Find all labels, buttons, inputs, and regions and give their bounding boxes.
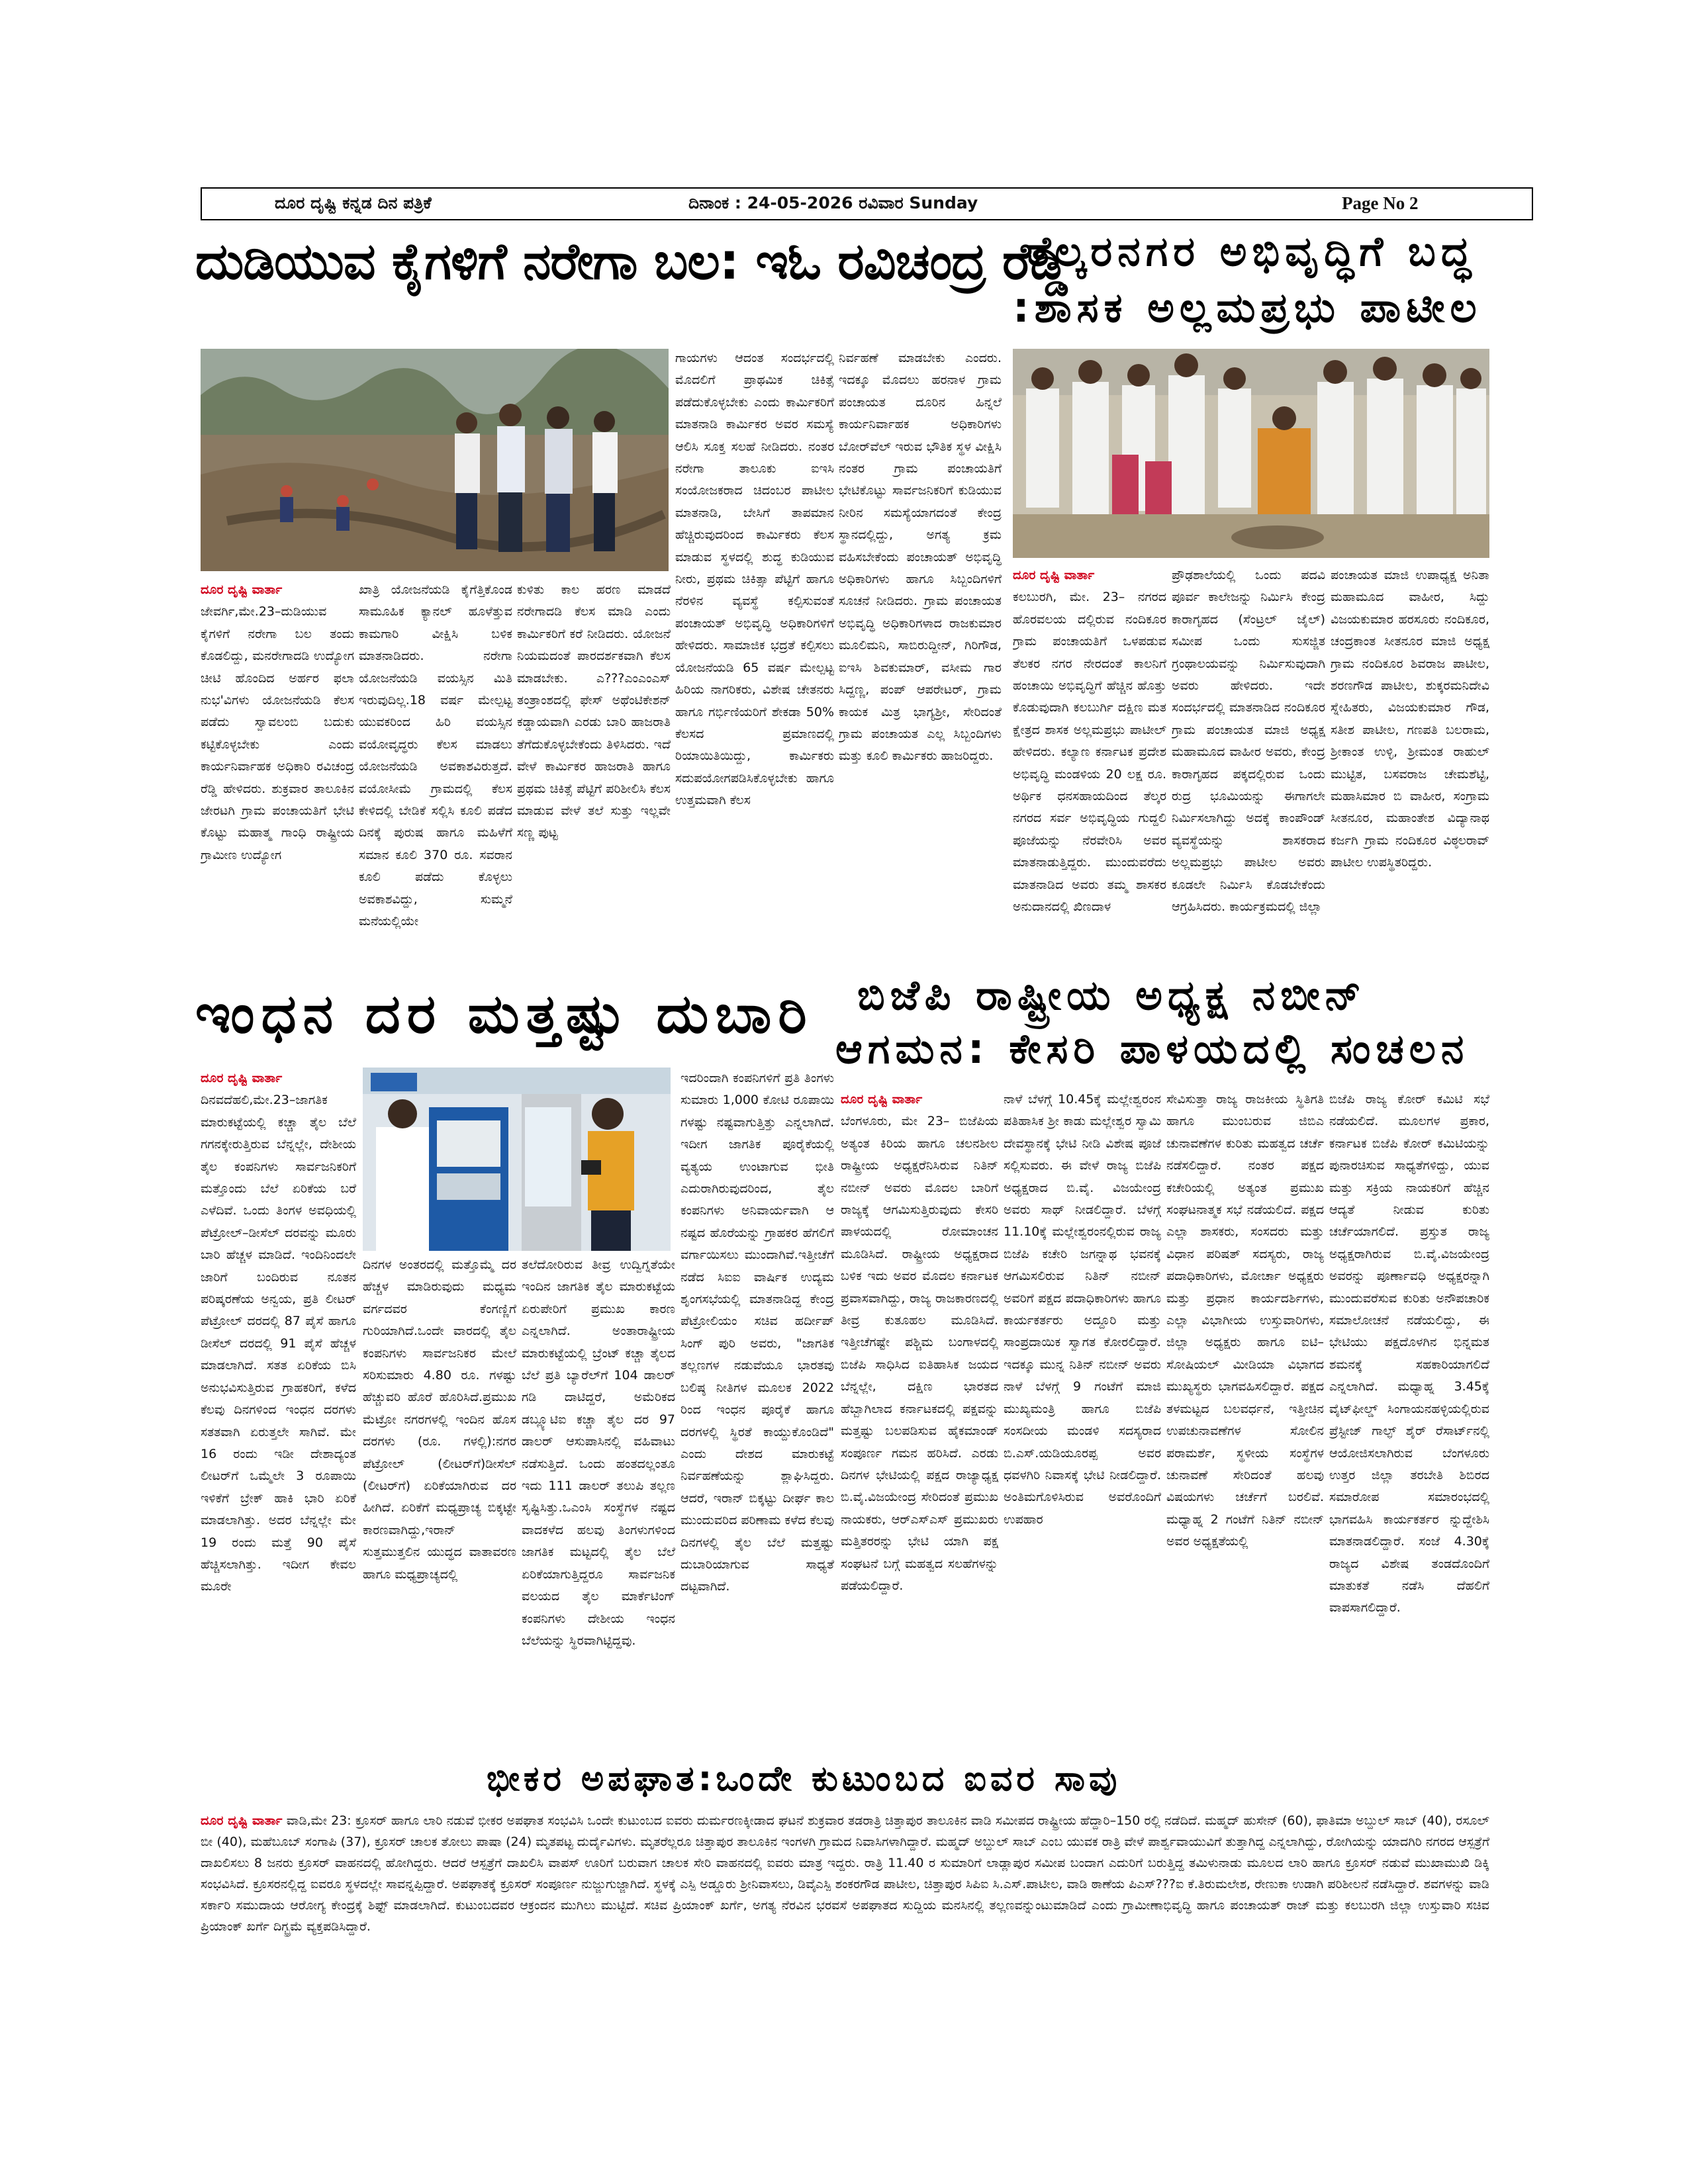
groundbreaking-ceremony-photo (1013, 349, 1489, 558)
story1-column-1 (201, 579, 354, 1009)
story4-text-2: ನಾಳೆ ಬೆಳಗ್ಗೆ 10.45ಕ್ಕೆ ಮಲ್ಲೇಶ್ವರಂನ ಪತಿಹಾಸಿಕ ಶ್ರೀ ಕಾಡು ಮಲ್ಲೇಶ್ವರ ಸ್ವಾಮಿ ದೇವಸ್ಥಾನಕ್ಕೆ ಭೇಟಿ ನೀಡಿ ವಿಶೇಷ ಪೂಜೆ ಸಲ್ಲಿಸುವರು. ಈ ವೇಳೆ ರಾಜ್ಯ ಬಿಜೆಪಿ ಅಧ್ಯಕ್ಷರಾದ ಬಿ.ವೈ. ವಿಜಯೇಂದ್ರ ಅವರು ಸಾಥ್ ನೀಡಲಿದ್ದಾರೆ. ಬೆಳಗ್ಗೆ 11.10ಕ್ಕೆ ಮಲ್ಲೇಶ್ವರಂನಲ್ಲಿರುವ ರಾಜ್ಯ ಬಿಜೆಪಿ ಕಚೇರಿ ಜಗನ್ನಾಥ ಭವನಕ್ಕೆ ಆಗಮಿಸಲಿರುವ ನಿತಿನ್ ನಬೀನ್ ಅವರಿಗೆ ಪಕ್ಷದ ಪದಾಧಿಕಾರಿಗಳು ಹಾಗೂ ಕಾರ್ಯಕರ್ತರು ಅದ್ದೂರಿ ಮತ್ತು ಸಾಂಪ್ರದಾಯಿಕ ಸ್ವಾಗತ ಕೋರಲಿದ್ದಾರೆ. ಇದಕ್ಕೂ ಮುನ್ನ ನಿತಿನ್ ನಬೀನ್ ಅವರು ನಾಳೆ ಬೆಳಗ್ಗೆ 9 ಗಂಟೆಗೆ ಮಾಜಿ ಮುಖ್ಯಮಂತ್ರಿ ಹಾಗೂ ಬಿಜೆಪಿ ಸಂಸದೀಯ ಮಂಡಳಿ ಸದಸ್ಯರಾದ ಬಿ.ಎಸ್.ಯಡಿಯೂರಪ್ಪ ಅವರ ಧವಳಗಿರಿ ನಿವಾಸಕ್ಕೆ ಭೇಟಿ ನೀಡಲಿದ್ದಾರೆ. ಅಂತಿಮಗೊಳಿಸಿರುವ ಅವರೊಂದಿಗೆ ಉಪಹಾರ (1004, 1092, 1161, 1527)
story2-headline-line1: ತೆಲ್ಕರನಗರ ಅಭಿವೃದ್ಧಿಗೆ ಬದ್ಧ (1027, 227, 1476, 275)
date-line: ದಿನಾಂಕ : 24-05-2026 ರವಿವಾರ Sunday (688, 193, 978, 212)
story1-text-3: ಕುಳಿತು ಕಾಲ ಹರಣ ಮಾಡದೆ ನರೇಗಾದಡಿ ಕೆಲಸ ಮಾಡಿ ಎಂದು ಕಾರ್ಮಿಕರಿಗೆ ಕರೆ ನೀಡಿದರು. ಯೋಜನೆ ನಿಯಮದಂತೆ ಪಾರದರ್ಶಕವಾಗಿ ಕೆಲಸ ಮಾಡಬೇಕು. ಎ???ಎಂಎಂಎಸ್ ತಂತ್ರಾಂಶದಲ್ಲಿ ಫೇಸ್ ಅಥೆಂಟಿಕೇಶನ್ ಕಡ್ಡಾಯವಾಗಿ ಎರಡು ಬಾರಿ ಹಾಜರಾತಿ ತೆಗೆದುಕೊಳ್ಳಬೇಕೆಂದು ತಿಳಿಸಿದರು. ಇದೆ ವೇಳೆ ಕಾರ್ಮಿಕರ ಹಾಜರಾತಿ ಹಾಗೂ ಪ್ರಥಮ ಚಿಕಿತ್ಸೆ ಪೆಟ್ಟಿಗೆ ಪರಿಶೀಲಿಸಿ ಕೆಲಸ ಮಾಡುವ ವೇಳೆ ತಲೆ ಸುತ್ತು ಇಲ್ಲವೇ ಸಣ್ಣ ಪುಟ್ಟ (517, 582, 671, 841)
story4-text-3: ಸೇವಿಸುತ್ತಾ ರಾಜ್ಯ ರಾಜಕೀಯ ಸ್ಥಿತಿಗತಿ ಹಾಗೂ ಮುಂಬರುವ ಜಿಬಿಎ ಚುನಾವಣೆಗಳ ಕುರಿತು ಮಹತ್ವದ ಚರ್ಚೆ ನಡೆಸಲಿದ್ದಾರೆ. ನಂತರ ಪಕ್ಷದ ಕಚೇರಿಯಲ್ಲಿ ಅತ್ಯಂತ ಪ್ರಮುಖ ಸಂಘಟನಾತ್ಮಕ ಸಭೆ ನಡೆಯಲಿದೆ. ಪಕ್ಷದ ಎಲ್ಲಾ ಶಾಸಕರು, ಸಂಸದರು ಮತ್ತು ವಿಧಾನ ಪರಿಷತ್ ಸದಸ್ಯರು, ರಾಜ್ಯ ಪದಾಧಿಕಾರಿಗಳು, ಮೋರ್ಚಾ ಅಧ್ಯಕ್ಷರು ಮತ್ತು ಪ್ರಧಾನ ಕಾರ್ಯದರ್ಶಿಗಳು, ಎಲ್ಲಾ ವಿಭಾಗೀಯ ಉಸ್ತುವಾರಿಗಳು, ಜಿಲ್ಲಾ ಅಧ್ಯಕ್ಷರು ಹಾಗೂ ಐಟಿ–ಸೋಷಿಯಲ್ ಮೀಡಿಯಾ ವಿಭಾಗದ ಮುಖ್ಯಸ್ಥರು ಭಾಗವಹಿಸಲಿದ್ದಾರೆ. ಪಕ್ಷದ ತಳಮಟ್ಟದ ಬಲವರ್ಧನೆ, ಇತ್ತೀಚಿನ ಉಪಚುನಾವಣೆಗಳ ಸೋಲಿನ ಪರಾಮರ್ಶೆ, ಸ್ಥಳೀಯ ಸಂಸ್ಥೆಗಳ ಚುನಾವಣೆ ಸೇರಿದಂತೆ ಹಲವು ವಿಷಯಗಳು ಚರ್ಚೆಗೆ ಬರಲಿವೆ. ಮಧ್ಯಾಹ್ನ 2 ಗಂಟೆಗೆ ನಿತಿನ್ ನಬೀನ್ ಅವರ ಅಧ್ಯಕ್ಷತೆಯಲ್ಲಿ (1166, 1092, 1324, 1549)
petrol-pump-illustration (363, 1068, 671, 1251)
story1-column-3 (517, 579, 671, 1009)
page-header (201, 187, 1533, 220)
story1-kicker: ದೂರ ದೃಷ್ಟಿ ವಾರ್ತಾ (201, 582, 283, 597)
story4-column-2 (1004, 1089, 1161, 1747)
story3-text-2: ದಿನಗಳ ಅಂತರದಲ್ಲಿ ಮತ್ತೊಮ್ಮೆ ದರ ಹೆಚ್ಚಳ ಮಾಡಿರುವುದು ಮಧ್ಯಮ ವರ್ಗದವರ ಕೆಂಗಣ್ಣಿಗೆ ಗುರಿಯಾಗಿದೆ.ಒಂದೇ ವಾರದಲ್ಲಿ ತೈಲ ಕಂಪನಿಗಳು ಸಾರ್ವಜನಿಕರ ಮೇಲೆ ಸರಿಸುಮಾರು 4.80 ರೂ. ಗಳಷ್ಟು ಹೆಚ್ಚುವರಿ ಹೊರೆ ಹೊರಿಸಿದೆ.ಪ್ರಮುಖ ಮೆಟ್ರೋ ನಗರಗಳಲ್ಲಿ ಇಂದಿನ ಹೊಸ ದರಗಳು (ರೂ. ಗಳಲ್ಲಿ):ನಗರ ಪೆಟ್ರೋಲ್ (ಲೀಟರ್‌ಗೆ)ಡೀಸೆಲ್ (ಲೀಟರ್‌ಗೆ) ಏರಿಕೆಯಾಗಿರುವ ದರ ಹೀಗಿದೆ. ಏರಿಕೆಗೆ ಮಧ್ಯಪ್ರಾಚ್ಯ ಬಿಕ್ಕಟ್ಟೇ ಕಾರಣವಾಗಿದ್ದು,ಇರಾನ್ ಸುತ್ತಮುತ್ತಲಿನ ಯುದ್ಧದ ವಾತಾವರಣ ಹಾಗೂ ಮಧ್ಯಪ್ರಾಚ್ಯದಲ್ಲಿ (363, 1257, 516, 1582)
story3-column-2 (363, 1254, 516, 1747)
story3-column-3 (522, 1254, 675, 1747)
story1-column-2 (359, 579, 512, 1009)
ceremony-illustration (1013, 349, 1489, 558)
story2-text-1: ಕಲಬುರಗಿ, ಮೇ. 23– ನಗರದ ಹೊರವಲಯ ದಲ್ಲಿರುವ ನಂದಿಕೂರ ಗ್ರಾಮ ಪಂಚಾಯತಿಗೆ ಒಳಪಡುವ ತೆಲಕರ ನಗರ ನೇರದಂತೆ ಕಾಲನಿಗೆ ಹಂಚಾಯಿ ಅಭಿವೃದ್ಧಿಗೆ ಹೆಚ್ಚಿನ ಹೊತ್ತು ಕೊಡುವುದಾಗಿ ಕಲಬುರ್ಗಿ ದಕ್ಷಿಣ ಮತ ಕ್ಷೇತ್ರದ ಶಾಸಕ ಅಲ್ಲಮಪ್ರಭು ಪಾಟೀಲ್ ಹೇಳಿದರು. ಕಲ್ಯಾಣ ಕರ್ನಾಟಕ ಪ್ರದೇಶ ಅಭಿವೃದ್ಧಿ ಮಂಡಳಿಯ 20 ಲಕ್ಷ ರೂ. ಅರ್ಥಿಕ ಧನಸಹಾಯದಿಂದ ತೆಲ್ಕರ ನಗರದ ಸರ್ವ ಅಭಿವೃದ್ಧಿಯ ಗುದ್ದಲಿ ಪೂಜೆಯನ್ನು ನೆರವೇರಿಸಿ ಅವರ ಮಾತನಾಡುತ್ತಿದ್ದರು. ಮುಂದುವರೆದು ಮಾತನಾಡಿದ ಅವರು ತಮ್ಮ ಶಾಸಕರ ಅನುದಾನದಲ್ಲಿ ಖಿಣದಾಳ (1013, 590, 1166, 915)
story1-column-4 (675, 347, 834, 1009)
story2-text-3: ಪಂಚಾಯತ ಮಾಜಿ ಉಪಾಧ್ಯಕ್ಷ ಅನಿತಾ ಮಹಾಮೂದ ವಾಹೀರ, ಸಿದ್ದು ವಿಜಯಕುಮಾರ ಹರಸೂರು ನಂದಿಕೂರ, ಚಂದ್ರಕಾಂತ ಸೀತನೂರ ಮಾಜಿ ಅಧ್ಯಕ್ಷ ಗ್ರಾಮ ನಂದಿಕೂರ ಶಿವರಾಜ ಪಾಟೀಲ, ಶರಣಗೌಡ ಪಾಟೀಲ, ಶುಕ್ಕರಮನಿದೇವಿ ಸ್ನೇಹಿತರು, ವಿಜಯಕುಮಾರ ಗೌಡ, ಸತೀಶ ಪಾಟೀಲ, ಗಣಪತಿ ಬಲರಾಮ, ಶ್ರೀಕಾಂತ ಉಳ್ಳಿ, ಶ್ರೀಮಂತ ರಾಹುಲ್ ಮುಟ್ಟಿತ, ಬಸವರಾಜ ಚೇಮಶೆಟ್ಟಿ, ಮಹಾಸಿಮಾರ ಬಿ ವಾಹೀರ, ಸಂಗ್ರಾಮ ಸೀತನೂರ, ಮಹಾಂತೇಶ ವಿದ್ಯಾನಾಥ ಕರ್ಜಗಿ ಗ್ರಾಮ ನಂದಿಕೂರ ವಿಠ್ಠಲರಾವ್ ಪಾಟೀಲ ಉಪಸ್ಥಿತರಿದ್ದರು. (1331, 568, 1489, 870)
story1-text-5: ನಿರ್ವಹಣೆ ಮಾಡಬೇಕು ಎಂದರು. ಇದಕ್ಕೂ ಮೊದಲು ಹರನಾಳ ಗ್ರಾಮ ಪಂಚಾಯತ ದೂರಿನ ಹಿನ್ನಲೆ ಕಾರ್ಯನಿರ್ವಾಹಕ ಅಧಿಕಾರಿಗಳು ಬೋರ್‌ವೆಲ್ ಇರುವ ಭೌತಿಕ ಸ್ಥಳ ವೀಕ್ಷಿಸಿ ನಂತರ ಗ್ರಾಮ ಪಂಚಾಯತಿಗೆ ಭೇಟಿಕೊಟ್ಟು ಸಾರ್ವಜನಿಕರಿಗೆ ಕುಡಿಯುವ ನೀರಿನ ಸಮಸ್ಯೆಯಾಗದಂತೆ ಕೇಂದ್ರ ಸ್ಥಾನದಲ್ಲಿದ್ದು, ಅಗತ್ಯ ಕ್ರಮ ವಹಿಸಬೇಕೆಂದು ಪಂಚಾಯತ್ ಅಭಿವೃದ್ಧಿ ಅಧಿಕಾರಿಗಳು ಹಾಗೂ ಸಿಬ್ಬಂದಿಗಳಿಗೆ ಸೂಚನೆ ನೀಡಿದರು. ಗ್ರಾಮ ಪಂಚಾಯತ ಅಭಿವೃದ್ಧಿ ಅಧಿಕಾರಿಗಳಾದ ರಾಜಕುಮಾರ ಮೂಲಿಮನಿ, ಸಾಬಿರುದ್ದೀನ್, ಗಿರಿಗೌಡ, ಐಇಸಿ ಶಿವಕುಮಾರ್, ವಸೀಮ ಗಾರ ಸಿದ್ದಣ್ಣ, ಪಂಪ್ ಆಪರೇಟರ್, ಗ್ರಾಮ ಕಾಯಕ ಮಿತ್ರ ಭಾಗ್ಯಶ್ರೀ, ಸೇರಿದಂತೆ ಗ್ರಾಮ ಪಂಚಾಯತ ಎಲ್ಲ ಸಿಬ್ಬಂದಿಗಳು ಮತ್ತು ಕೂಲಿ ಕಾರ್ಮಿಕರು ಹಾಜರಿದ್ದರು. (839, 351, 1002, 764)
story2-column-3 (1331, 565, 1489, 968)
story5-headline: ಭೀಕರ ಅಪಘಾತ:ಒಂದೇ ಕುಟುಂಬದ ಐವರ ಸಾವು (487, 1759, 1121, 1799)
paper-name: ದೂರ ದೃಷ್ಟಿ ಕನ್ನಡ ದಿನ ಪತ್ರಿಕೆ (275, 193, 432, 212)
story3-column-4 (680, 1068, 834, 1746)
story1-column-5 (839, 347, 1002, 1009)
story3-text-3: ತಲೆದೋರಿರುವ ತೀವ್ರ ಉದ್ವಿಗ್ನತೆಯೇ ಇಂದಿನ ಜಾಗತಿಕ ತೈಲ ಮಾರುಕಟ್ಟೆಯ ಏರುಪೇರಿಗೆ ಪ್ರಮುಖ ಕಾರಣ ಎನ್ನಲಾಗಿದೆ. ಅಂತಾರಾಷ್ಟ್ರೀಯ ಮಾರುಕಟ್ಟೆಯಲ್ಲಿ ಬ್ರೆಂಟ್ ಕಚ್ಚಾ ತೈಲದ ಬೆಲೆ ಪ್ರತಿ ಬ್ಯಾರೆಲ್‌ಗೆ 104 ಡಾಲರ್ ಗಡಿ ದಾಟಿದ್ದರೆ, ಅಮೆರಿಕದ ಡಬ್ಲ್ಯೂಟಿಐ ಕಚ್ಚಾ ತೈಲ ದರ 97 ಡಾಲರ್ ಆಸುಪಾಸಿನಲ್ಲಿ ವಹಿವಾಟು ನಡೆಸುತ್ತಿದೆ. ಒಂದು ಹಂತದಲ್ಲಂತೂ ಇದು 111 ಡಾಲರ್ ತಲುಪಿ ತಲ್ಲಣ ಸೃಷ್ಟಿಸಿತ್ತು.ಒಎಂಸಿ ಸಂಸ್ಥೆಗಳ ನಷ್ಟದ ವಾದಕಳೆದ ಹಲವು ತಿಂಗಳುಗಳಿಂದ ಜಾಗತಿಕ ಮಟ್ಟದಲ್ಲಿ ತೈಲ ಬೆಲೆ ಏರಿಕೆಯಾಗುತ್ತಿದ್ದರೂ ಸಾರ್ವಜನಿಕ ವಲಯದ ತೈಲ ಮಾರ್ಕೆಟಿಂಗ್ ಕಂಪನಿಗಳು ದೇಶೀಯ ಇಂಧನ ಬೆಲೆಯನ್ನು ಸ್ಥಿರವಾಗಿಟ್ಟಿದ್ದವು. (522, 1257, 675, 1648)
story4-text-1: ಬೆಂಗಳೂರು, ಮೇ 23– ಬಿಜೆಪಿಯ ಅತ್ಯಂತ ಕಿರಿಯ ಹಾಗೂ ಚಲನಶೀಲ ರಾಷ್ಟ್ರೀಯ ಅಧ್ಯಕ್ಷರೆನಿಸಿರುವ ನಿತಿನ್ ನಬೀನ್ ಅವರು ಮೊದಲ ಬಾರಿಗೆ ರಾಜ್ಯಕ್ಕೆ ಆಗಮಿಸುತ್ತಿರುವುದು ಕೇಸರಿ ಪಾಳಯದಲ್ಲಿ ರೋಮಾಂಚನ ಮೂಡಿಸಿದೆ. ರಾಷ್ಟ್ರೀಯ ಅಧ್ಯಕ್ಷರಾದ ಬಳಿಕ ಇದು ಅವರ ಮೊದಲ ಕರ್ನಾಟಕ ಪ್ರವಾಸವಾಗಿದ್ದು, ರಾಜ್ಯ ರಾಜಕಾರಣದಲ್ಲಿ ತೀವ್ರ ಕುತೂಹಲ ಮೂಡಿಸಿದೆ. ಇತ್ತೀಚೆಗಷ್ಟೇ ಪಶ್ಚಿಮ ಬಂಗಾಳದಲ್ಲಿ ಬಿಜೆಪಿ ಸಾಧಿಸಿದ ಐತಿಹಾಸಿಕ ಜಯದ ಬೆನ್ನಲ್ಲೇ, ದಕ್ಷಿಣ ಭಾರತದ ಹೆಬ್ಬಾಗಿಲಾದ ಕರ್ನಾಟಕದಲ್ಲಿ ಪಕ್ಷವನ್ನು ಮತ್ತಷ್ಟು ಬಲಪಡಿಸುವ ಹೈಕಮಾಂಡ್ ಸಂಪೂರ್ಣ ಗಮನ ಹರಿಸಿದೆ. ಎರಡು ದಿನಗಳ ಭೇಟಿಯಲ್ಲಿ ಪಕ್ಷದ ರಾಜ್ಯಾಧ್ಯಕ್ಷ ಬಿ.ವೈ.ವಿಜಯೇಂದ್ರ ಸೇರಿದಂತೆ ಪ್ರಮುಖ ನಾಯಕರು, ಆರ್‌ಎಸ್‌ಎಸ್ ಪ್ರಮುಖರು ಮತ್ತಿತರರನ್ನು ಭೇಟಿ ಯಾಗಿ ಪಕ್ಷ ಸಂಘಟನೆ ಬಗ್ಗೆ ಮಹತ್ವದ ಸಲಹೆಗಳನ್ನು ಪಡೆಯಲಿದ್ದಾರೆ. (841, 1114, 998, 1593)
story5-text: ವಾಡಿ,ಮೇ 23: ಕ್ರೂಸರ್ ಹಾಗೂ ಲಾರಿ ನಡುವೆ ಭೀಕರ ಅಪಘಾತ ಸಂಭವಿಸಿ ಒಂದೇ ಕುಟುಂಬದ ಐವರು ದುರ್ಮರಣಕ್ಕೀಡಾದ ಘಟನೆ ಶುಕ್ರವಾರ ತಡರಾತ್ರಿ ಚಿತ್ತಾಪುರ ತಾಲೂಕಿನ ವಾಡಿ ಸಮೀಪದ ರಾಷ್ಟ್ರೀಯ ಹೆದ್ದಾರಿ–150 ರಲ್ಲಿ ನಡೆದಿದೆ. ಮಹ್ಮದ್ ಹುಸೇನ್ (60), ಫಾತಿಮಾ ಅಬ್ದುಲ್ ಸಾಬ್ (40), ರಸೂಲ್ ಬೀ (40), ಮಹೆಬೂಬ್ ಸಂಗಾಪಿ (37), ಕ್ರೂಸರ್ ಚಾಲಕ ತೋಲು ಪಾಷಾ (24) ಮೃತಪಟ್ಟ ದುರ್ದೈವಿಗಳು. ಮೃತರೆಲ್ಲರೂ ಚಿತ್ತಾಪುರ ತಾಲೂಕಿನ ಇಂಗಳಗಿ ಗ್ರಾಮದ ನಿವಾಸಿಗಳಾಗಿದ್ದಾರೆ. ಮಹ್ಮದ್ ಅಬ್ದುಲ್ ಸಾಬ್ ಎಂಬ ಯುವಕ ರಾತ್ರಿ ವೇಳೆ ಪಾರ್ಶ್ವವಾಯುವಿಗೆ ತುತ್ತಾಗಿದ್ದ ಎನ್ನಲಾಗಿದ್ದು, ರೋಗಿಯನ್ನು ಯಾದಗಿರಿ ನಗರದ ಆಸ್ಪತ್ರೆಗೆ ದಾಖಲಿಸಲು 8 ಜನರು ಕ್ರೂಸರ್ ವಾಹನದಲ್ಲಿ ಹೋಗಿದ್ದರು. ಆದರೆ ಆಸ್ಪತ್ರೆಗೆ ದಾಖಲಿಸಿ ವಾಪಸ್ ಊರಿಗೆ ಬರುವಾಗ ಚಾಲಕ ಸೇರಿ ವಾಹನದಲ್ಲಿ ಐವರು ಮಾತ್ರ ಇದ್ದರು. ರಾತ್ರಿ 11.40 ರ ಸುಮಾರಿಗೆ ಲಾಡ್ಲಾಪುರ ಸಮೀಪ ಬಂದಾಗ ಎದುರಿಗೆ ಬರುತ್ತಿದ್ದ ತಮಿಳುನಾಡು ಮೂಲದ ಲಾರಿ ಹಾಗೂ ಕ್ರೂಸರ್ ನಡುವೆ ಮುಖಾಮುಖಿ ಡಿಕ್ಕಿ ಸಂಭವಿಸಿದೆ. ಕ್ರೂಸರನಲ್ಲಿದ್ದ ಐವರೂ ಸ್ಥಳದಲ್ಲೇ ಸಾವನ್ನಪ್ಪಿದ್ದಾರೆ. ಅಪಘಾತಕ್ಕೆ ಕ್ರೂಸರ್ ಸಂಪೂರ್ಣ ನುಜ್ಜುಗುಜ್ಜಾಗಿದೆ. ಸ್ಥಳಕ್ಕೆ ಎಸ್ಪಿ ಅಡ್ಡೂರು ಶ್ರೀನಿವಾಸಲು, ಡಿವೈಎಸ್ಪಿ ಶಂಕರಗೌಡ ಪಾಟೀಲ, ಚಿತ್ತಾಪುರ ಸಿಪಿಐ ಸಿ.ಎಸ್.ಪಾಟೀಲ, ವಾಡಿ ಠಾಣೆಯ ಪಿಎಸ್???ಐ ಕೆ.ತಿರುಮಲೇಶ, ರೇಣುಕಾ ಉಡಾಗಿ ಪರಿಶೀಲನೆ ನಡೆಸಿದ್ದಾರೆ. ಶವಗಳನ್ನು ವಾಡಿ ಸರ್ಕಾರಿ ಸಮುದಾಯ ಆರೋಗ್ಯ ಕೇಂದ್ರಕ್ಕೆ ಶಿಫ್ಟ್ ಮಾಡಲಾಗಿದೆ. ಕುಟುಂಬದವರ ಆಕ್ರಂದನ ಮುಗಿಲು ಮುಟ್ಟಿದೆ. ಸಚಿವ ಪ್ರಿಯಾಂಕ್ ಖರ್ಗೆ, ಅಗತ್ಯ ನೆರವಿನ ಭರವಸೆ ಅಪಘಾತದ ಸುದ್ದಿಯ ಮನಸಿನಲ್ಲಿ ತಲ್ಲಣವನ್ನುಂಟುಮಾಡಿದೆ ಎಂದು ಗ್ರಾಮೀಣಾಭಿವೃದ್ಧಿ ಹಾಗೂ ಪಂಚಾಯತ್ ರಾಜ್ ಮತ್ತು ಕಲಬುರಗಿ ಜಿಲ್ಲಾ ಉಸ್ತುವಾರಿ ಸಚಿವ ಪ್ರಿಯಾಂಕ್ ಖರ್ಗೆ ದಿಗ್ಭ್ರಮೆ ವ್ಯಕ್ತಪಡಿಸಿದ್ದಾರೆ. (201, 1813, 1489, 1934)
story3-kicker: ದೂರ ದೃಷ್ಟಿ ವಾರ್ತಾ (201, 1071, 283, 1085)
story4-column-3 (1166, 1089, 1324, 1747)
story3-text-4: ಇದರಿಂದಾಗಿ ಕಂಪನಿಗಳಿಗೆ ಪ್ರತಿ ತಿಂಗಳು ಸುಮಾರು 1,000 ಕೋಟಿ ರೂಪಾಯಿ ಗಳಷ್ಟು ನಷ್ಟವಾಗುತ್ತಿತ್ತು ಎನ್ನಲಾಗಿದೆ. ಇದೀಗ ಜಾಗತಿಕ ಪೂರೈಕೆಯಲ್ಲಿ ವ್ಯತ್ಯಯ ಉಂಟಾಗುವ ಭೀತಿ ಎದುರಾಗಿರುವುದರಿಂದ, ತೈಲ ಕಂಪನಿಗಳು ಅನಿವಾರ್ಯವಾಗಿ ಆ ನಷ್ಟದ ಹೊರೆಯನ್ನು ಗ್ರಾಹಕರ ಹೆಗಲಿಗೆ ವರ್ಗಾಯಿಸಲು ಮುಂದಾಗಿವೆ.ಇತ್ತೀಚೆಗೆ ನಡೆದ ಸಿಐಐ ವಾರ್ಷಿಕ ಉದ್ಯಮ ಶೃಂಗಸಭೆಯಲ್ಲಿ ಮಾತನಾಡಿದ್ದ ಕೇಂದ್ರ ಪೆಟ್ರೋಲಿಯಂ ಸಚಿವ ಹರ್ದೀಪ್ ಸಿಂಗ್ ಪುರಿ ಅವರು, "ಜಾಗತಿಕ ತಲ್ಲಣಗಳ ನಡುವೆಯೂ ಭಾರತವು ಬಲಿಷ್ಠ ನೀತಿಗಳ ಮೂಲಕ 2022 ರಿಂದ ಇಂಧನ ಪೂರೈಕೆ ಹಾಗೂ ದರಗಳಲ್ಲಿ ಸ್ಥಿರತೆ ಕಾಯ್ದುಕೊಂಡಿದೆ" ಎಂದು ದೇಶದ ಮಾರುಕಟ್ಟೆ ನಿರ್ವಹಣೆಯನ್ನು ಶ್ಲಾಘಿಸಿದ್ದರು. ಆದರೆ, ಇರಾನ್ ಬಿಕ್ಕಟ್ಟು ದೀರ್ಘ ಕಾಲ ಮುಂದುವರಿದ ಪರಿಣಾಮ ಕಳೆದ ಕೆಲವು ದಿನಗಳಲ್ಲಿ ತೈಲ ಬೆಲೆ ಮತ್ತಷ್ಟು ದುಬಾರಿಯಾಗುವ ಸಾಧ್ಯತೆ ದಟ್ಟವಾಗಿದೆ. (680, 1071, 834, 1594)
story3-column-1 (201, 1068, 356, 1746)
story4-headline-line2: ಆಗಮನ: ಕೇಸರಿ ಪಾಳಯದಲ್ಲಿ ಸಂಚಲನ (835, 1024, 1470, 1073)
story4-text-4: ಬಿಜೆಪಿ ರಾಜ್ಯ ಕೋರ್ ಕಮಿಟಿ ಸಭೆ ನಡೆಯಲಿದೆ. ಮೂಲಗಳ ಪ್ರಕಾರ, ಕರ್ನಾಟಕ ಬಿಜೆಪಿ ಕೋರ್ ಕಮಿಟಿಯನ್ನು ಪುನಾರಚಿಸುವ ಸಾಧ್ಯತೆಗಳಿದ್ದು, ಯುವ ಮತ್ತು ಸಕ್ರಿಯ ನಾಯಕರಿಗೆ ಹೆಚ್ಚಿನ ಆದ್ಯತೆ ನೀಡುವ ಕುರಿತು ಚರ್ಚೆಯಾಗಲಿದೆ. ಪ್ರಸ್ತುತ ರಾಜ್ಯ ಅಧ್ಯಕ್ಷರಾಗಿರುವ ಬಿ.ವೈ.ವಿಜಯೇಂದ್ರ ಅವರನ್ನು ಪೂರ್ಣಾವಧಿ ಅಧ್ಯಕ್ಷರನ್ನಾಗಿ ಮುಂದುವರೆಸುವ ಕುರಿತು ಅನೌಪಚಾರಿಕ ಸಮಾಲೋಚನೆ ನಡೆಯಲಿದ್ದು, ಈ ಭೇಟಿಯು ಪಕ್ಷದೊಳಗಿನ ಭಿನ್ನಮತ ಶಮನಕ್ಕೆ ಸಹಕಾರಿಯಾಗಲಿದೆ ಎನ್ನಲಾಗಿದೆ. ಮಧ್ಯಾಹ್ನ 3.45ಕ್ಕೆ ವೈಟ್‌ಫೀಲ್ಡ್ ಸಿಂಗಾಯನಹಳ್ಳಿಯಲ್ಲಿರುವ ಪ್ರೆಸ್ಟೀಜ್ ಗಾಲ್ಫ್ ಶೈರ್ ರೆಸಾರ್ಟ್‌ನಲ್ಲಿ ಆಯೋಜಿಸಲಾಗಿರುವ ಬೆಂಗಳೂರು ಉತ್ತರ ಜಿಲ್ಲಾ ತರಬೇತಿ ಶಿಬಿರದ ಸಮಾರೋಪ ಸಮಾರಂಭದಲ್ಲಿ ಭಾಗವಹಿಸಿ ಕಾರ್ಯಕರ್ತರ ನ್ನುದ್ದೇಶಿಸಿ ಮಾತನಾಡಲಿದ್ದಾರೆ. ಸಂಜೆ 4.30ಕ್ಕೆ ರಾಜ್ಯದ ವಿಶೇಷ ತಂಡದೊಂದಿಗೆ ಮಾತುಕತೆ ನಡೆಸಿ ದೆಹಲಿಗೆ ವಾಪಸಾಗಲಿದ್ದಾರೆ. (1329, 1092, 1489, 1615)
story2-headline-line2: :ಶಾಸಕ ಅಲ್ಲಮಪ್ರಭು ಪಾಟೀಲ (1013, 283, 1482, 332)
story5-kicker: ದೂರ ದೃಷ್ಟಿ ವಾರ್ತಾ (201, 1813, 283, 1828)
story1-text-1: ಜೇವರ್ಗಿ,ಮೇ.23–ದುಡಿಯುವ ಕೈಗಳಿಗೆ ನರೇಗಾ ಬಲ ತಂದು ಕೊಡಲಿದ್ದು, ಮನರೇಗಾದಡಿ ಉದ್ಯೋಗ ಚೀಟಿ ಹೊಂದಿದ ಅರ್ಹರ ಫಲಾ ನುಭ'ವಿಗಳು ಯೋಜನೆಯಡಿ ಕೆಲಸ ಪಡೆದು ಸ್ವಾವಲಂಬಿ ಬದುಕು ಕಟ್ಟಿಕೊಳ್ಳಬೇಕು ಎಂದು ಕಾರ್ಯನಿರ್ವಾಹಕ ಅಧಿಕಾರಿ ರವಿಚಂದ್ರ ರೆಡ್ಡಿ ಹೇಳಿದರು. ಶುಕ್ರವಾರ ತಾಲೂಕಿನ ಜೇರಟಗಿ ಗ್ರಾಮ ಪಂಚಾಯತಿಗೆ ಭೇಟಿ ಕೊಟ್ಟು ಮಹಾತ್ಮ ಗಾಂಧಿ ರಾಷ್ಟ್ರೀಯ ಗ್ರಾಮೀಣ ಉದ್ಯೋಗ (201, 604, 354, 862)
story4-column-4 (1329, 1089, 1489, 1747)
story1-text-4: ಗಾಯಗಳು ಆದಂತ ಸಂದರ್ಭದಲ್ಲಿ ಮೊದಲಿಗೆ ಪ್ರಾಥಮಿಕ ಚಿಕಿತ್ಸೆ ಪಡೆದುಕೊಳ್ಳಬೇಕು ಎಂದು ಕಾರ್ಮಿಕರಿಗೆ ಮಾತನಾಡಿ ಕಾರ್ಮಿಕರ ಅವರ ಸಮಸ್ಯೆ ಆಲಿಸಿ ಸೂಕ್ತ ಸಲಹೆ ನೀಡಿದರು. ನಂತರ ನರೇಗಾ ತಾಲೂಕು ಐಇಸಿ ಸಂಯೋಜಕರಾದ ಚಿದಂಬರ ಪಾಟೀಲ ಮಾತನಾಡಿ, ಬೇಸಿಗೆ ತಾಪಮಾನ ಹೆಚ್ಚಿರುವುದರಿಂದ ಕಾರ್ಮಿಕರು ಕೆಲಸ ಮಾಡುವ ಸ್ಥಳದಲ್ಲಿ ಶುದ್ಧ ಕುಡಿಯುವ ನೀರು, ಪ್ರಥಮ ಚಿಕಿತ್ಸಾ ಪೆಟ್ಟಿಗೆ ಹಾಗೂ ನೆರಳಿನ ವ್ಯವಸ್ಥೆ ಕಲ್ಪಿಸುವಂತೆ ಪಂಚಾಯತ್ ಅಭಿವೃದ್ಧಿ ಅಧಿಕಾರಿಗಳಿಗೆ ಹೇಳಿದರು. ಸಾಮಾಜಿಕ ಭದ್ರತೆ ಕಲ್ಪಿಸಲು ಯೋಜನೆಯಡಿ 65 ವರ್ಷ ಮೇಲ್ಪಟ್ಟ ಹಿರಿಯ ನಾಗರಿಕರು, ವಿಶೇಷ ಚೇತನರು ಹಾಗೂ ಗರ್ಭಿಣಿಯರಿಗೆ ಶೇಕಡಾ 50% ಕೆಲಸದ ಪ್ರಮಾಣದಲ್ಲಿ ರಿಯಾಯಿತಿಯಿದ್ದು, ಕಾರ್ಮಿಕರು ಸದುಪಯೋಗಪಡಿಸಿಕೊಳ್ಳಬೇಕು ಹಾಗೂ ಉತ್ತಮವಾಗಿ ಕೆಲಸ (675, 351, 834, 808)
story2-text-2: ಪ್ರೌಢಶಾಲೆಯಲ್ಲಿ ಒಂದು ಪದವಿ ಪೂರ್ವ ಕಾಲೇಜನ್ನು ನಿರ್ಮಿಸಿ ಕೇಂದ್ರ ಕಾರಾಗೃಹದ (ಸೆಂಟ್ರಲ್ ಜೈಲ್) ಸಮೀಪ ಒಂದು ಸುಸಜ್ಜಿತ ಗ್ರಂಥಾಲಯವನ್ನು ನಿರ್ಮಿಸುವುದಾಗಿ ಅವರು ಹೇಳಿದರು. ಇದೇ ಸಂದರ್ಭದಲ್ಲಿ ಮಾತನಾಡಿದ ನಂದಿಕೂರ ಗ್ರಾಮ ಪಂಚಾಯತ ಮಾಜಿ ಅಧ್ಯಕ್ಷ ಮಹಾಮೂದ ವಾಹೀರ ಅವರು, ಕೇಂದ್ರ ಕಾರಾಗೃಹದ ಪಕ್ಕದಲ್ಲಿರುವ ಒಂದು ರುದ್ರ ಭೂಮಿಯನ್ನು ಈಗಾಗಲೇ ನಿರ್ಮಿಸಲಾಗಿದ್ದು ಅದಕ್ಕೆ ಕಾಂಪೌಂಡ್ ವ್ಯವಸ್ಥೆಯನ್ನು ಶಾಸಕರಾದ ಅಲ್ಲಮಪ್ರಭು ಪಾಟೀಲ ಅವರು ಕೂಡಲೇ ನಿರ್ಮಿಸಿ ಕೊಡಬೇಕೆಂದು ಆಗ್ರಹಿಸಿದರು. ಕಾರ್ಯಕ್ರಮದಲ್ಲಿ ಜಿಲ್ಲಾ (1172, 568, 1325, 915)
narega-site-illustration (201, 349, 669, 571)
story3-text-1: ದಿನವದೆಹಲಿ,ಮೇ.23–ಜಾಗತಿಕ ಮಾರುಕಟ್ಟೆಯಲ್ಲಿ ಕಚ್ಚಾ ತೈಲ ಬೆಲೆ ಗಗನಕ್ಕೇರುತ್ತಿರುವ ಬೆನ್ನಲ್ಲೇ, ದೇಶೀಯ ತೈಲ ಕಂಪನಿಗಳು ಸಾರ್ವಜನಿಕರಿಗೆ ಮತ್ತೊಂದು ಬೆಲೆ ಏರಿಕೆಯ ಬರೆ ಎಳೆದಿವೆ. ಒಂದು ತಿಂಗಳ ಅವಧಿಯಲ್ಲಿ ಪೆಟ್ರೋಲ್–ಡೀಸೆಲ್ ದರವನ್ನು ಮೂರು ಬಾರಿ ಹೆಚ್ಚಳ ಮಾಡಿದೆ. ಇಂದಿನಿಂದಲೇ ಜಾರಿಗೆ ಬಂದಿರುವ ನೂತನ ಪರಿಷ್ಕರಣೆಯ ಅನ್ವಯ, ಪ್ರತಿ ಲೀಟರ್ ಪೆಟ್ರೋಲ್ ದರದಲ್ಲಿ 87 ಪೈಸೆ ಹಾಗೂ ಡೀಸೆಲ್ ದರದಲ್ಲಿ 91 ಪೈಸೆ ಹೆಚ್ಚಳ ಮಾಡಲಾಗಿದೆ. ಸತತ ಏರಿಕೆಯ ಬಿಸಿ ಅನುಭವಿಸುತ್ತಿರುವ ಗ್ರಾಹಕರಿಗೆ, ಕಳೆದ ಕೆಲವು ದಿನಗಳಿಂದ ಇಂಧನ ದರಗಳು ಸತತವಾಗಿ ಏರುತ್ತಲೇ ಸಾಗಿವೆ. ಮೇ 16 ರಂದು ಇಡೀ ದೇಶಾದ್ಯಂತ ಲೀಟರ್‌ಗೆ ಒಮ್ಮೆಲೇ 3 ರೂಪಾಯಿ ಇಳಿಕೆಗೆ ಬ್ರೇಕ್ ಹಾಕಿ ಭಾರಿ ಏರಿಕೆ ಮಾಡಲಾಗಿತ್ತು. ಅದರ ಬೆನ್ನಲ್ಲೇ ಮೇ 19 ರಂದು ಮತ್ತೆ 90 ಪೈಸೆ ಹೆಚ್ಚಿಸಲಾಗಿತ್ತು. ಇದೀಗ ಕೇವಲ ಮೂರೇ (201, 1093, 356, 1594)
page-number: Page No 2 (1342, 193, 1419, 213)
story2-kicker: ದೂರ ದೃಷ್ಟಿ ವಾರ್ತಾ (1013, 568, 1095, 582)
story5-body (201, 1810, 1489, 2009)
petrol-pump-photo (363, 1068, 671, 1251)
story4-column-1 (841, 1089, 998, 1747)
story3-headline: ಇಂಧನ ದರ ಮತ್ತಷ್ಟು ದುಬಾರಿ (195, 983, 814, 1046)
story2-column-2 (1172, 565, 1325, 968)
story4-headline-line1: ಬಿಜೆಪಿ ರಾಷ್ಟ್ರೀಯ ಅಧ್ಯಕ್ಷ ನಬೀನ್ (857, 971, 1367, 1019)
story2-column-1 (1013, 565, 1166, 968)
narega-site-photo (201, 349, 669, 571)
story1-text-2: ಖಾತ್ರಿ ಯೋಜನೆಯಡಿ ಕೈಗೆತ್ತಿಕೊಂಡ ಸಾಮೂಹಿಕ ಕ್ಯಾನಲ್ ಹೂಳೆತ್ತುವ ಕಾಮಗಾರಿ ವೀಕ್ಷಿಸಿ ಬಳಿಕ ಮಾತನಾಡಿದರು. ನರೇಗಾ ಯೋಜನೆಯಡಿ ವಯಸ್ಸಿನ ಮಿತಿ ಇರುವುದಿಲ್ಲ.18 ವರ್ಷ ಮೇಲ್ಪಟ್ಟ ಯುವಕರಿಂದ ಹಿರಿ ವಯಸ್ಸಿನ ವಯೋವೃದ್ಧರು ಕೆಲಸ ಮಾಡಲು ಯೋಜನೆಯಡಿ ಅವಕಾಶವಿರುತ್ತದೆ. ವಯೋಸೀಮೆ ಗ್ರಾಮದಲ್ಲಿ ಕೆಲಸ ಕೇಳಿದಲ್ಲಿ ಬೇಡಿಕೆ ಸಲ್ಲಿಸಿ ಕೂಲಿ ಪಡೆದ ದಿನಕ್ಕೆ ಪುರುಷ ಹಾಗೂ ಮಹಿಳೆಗೆ ಸಮಾನ ಕೂಲಿ 370 ರೂ. ಸವರಾನ ಕೂಲಿ ಪಡೆದು ಕೊಳ್ಳಲು ಅವಕಾಶವಿದ್ದು, ಸುಮ್ಮನೆ ಮನೆಯಲ್ಲಿಯೇ (359, 582, 512, 929)
story4-kicker: ದೂರ ದೃಷ್ಟಿ ವಾರ್ತಾ (841, 1092, 923, 1107)
story1-headline: ದುಡಿಯುವ ಕೈಗಳಿಗೆ ನರೇಗಾ ಬಲ: ಇಓ ರವಿಚಂದ್ರ ರೆಡ್ಡಿ (195, 232, 1067, 291)
